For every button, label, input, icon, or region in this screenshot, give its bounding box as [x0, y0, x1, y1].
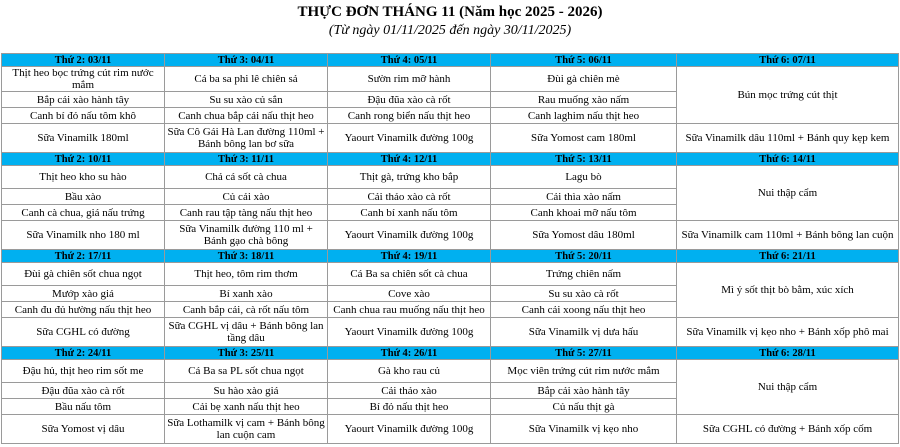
meal-cell-side: Đậu đũa xào cà rốt: [328, 92, 491, 108]
meal-row-snack: [2, 221, 899, 250]
meal-cell-soup: Canh đu đủ hường nấu thịt heo: [2, 302, 165, 318]
meal-cell-side: Đậu đũa xào cà rốt: [2, 383, 165, 399]
meal-cell-main: Thịt heo kho su hào: [2, 166, 165, 189]
meal-cell-snack: Sữa CGHL có đường + Bánh xốp cốm: [677, 415, 899, 444]
meal-row-snack: [2, 318, 899, 347]
meal-cell-main: Thịt heo, tôm rim thơm: [165, 263, 328, 286]
menu-table-body: [2, 54, 899, 444]
meal-cell-soup: Canh rong biển nấu thịt heo: [328, 108, 491, 124]
meal-cell-side: Cải thảo xào cà rốt: [328, 189, 491, 205]
day-header: Thứ 6: 21/11: [677, 250, 899, 263]
menu-table: [1, 53, 899, 444]
meal-cell-snack: Sữa Lothamilk vị cam + Bánh bông lan cuộn cam: [165, 415, 328, 444]
meal-cell-side: Bí xanh xào: [165, 286, 328, 302]
meal-cell-main: Mì ý sốt thịt bò bằm, xúc xích: [677, 263, 899, 318]
meal-cell-main: Cá ba sa phi lê chiên sả: [165, 67, 328, 92]
day-header: Thứ 2: 24/11: [2, 347, 165, 360]
day-header: Thứ 6: 28/11: [677, 347, 899, 360]
meal-cell-snack: Sữa Vinamilk cam 110ml + Bánh bông lan cuộn: [677, 221, 899, 250]
meal-cell-soup: Canh chua bắp cải nấu thịt heo: [165, 108, 328, 124]
meal-cell-main: Nui thập cẩm: [677, 360, 899, 415]
meal-cell-snack: Yaourt Vinamilk đường 100g: [328, 124, 491, 153]
day-header: Thứ 4: 12/11: [328, 153, 491, 166]
week-header-row: [2, 153, 899, 166]
meal-cell-side: Rau muống xào nấm: [491, 92, 677, 108]
meal-row-main: [2, 166, 899, 189]
meal-cell-side: Cải thảo xào: [328, 383, 491, 399]
meal-row-main: [2, 360, 899, 383]
meal-cell-main: Thịt gà, trứng kho bắp: [328, 166, 491, 189]
meal-cell-snack: Sữa Vinamilk nho 180 ml: [2, 221, 165, 250]
meal-cell-snack: Sữa CGHL vị dâu + Bánh bông lan tầng dâu: [165, 318, 328, 347]
meal-cell-soup: Canh cà chua, giá nấu trứng: [2, 205, 165, 221]
meal-cell-snack: Sữa Yomost cam 180ml: [491, 124, 677, 153]
meal-cell-snack: Yaourt Vinamilk đường 100g: [328, 318, 491, 347]
meal-cell-snack: Sữa Cô Gái Hà Lan đường 110ml + Bánh bông lan bơ sữa: [165, 124, 328, 153]
meal-cell-snack: Sữa CGHL có đường: [2, 318, 165, 347]
day-header: Thứ 6: 14/11: [677, 153, 899, 166]
meal-row-main: [2, 67, 899, 92]
page-subtitle: (Từ ngày 01/11/2025 đến ngày 30/11/2025): [328, 23, 572, 38]
meal-cell-soup: Canh rau tập tàng nấu thịt heo: [165, 205, 328, 221]
meal-cell-snack: Sữa Vinamilk vị kẹo nho: [491, 415, 677, 444]
meal-row-main: [2, 263, 899, 286]
meal-cell-soup: Canh laghim nấu thịt heo: [491, 108, 677, 124]
meal-cell-soup: Bầu nấu tôm: [2, 399, 165, 415]
meal-row-snack: [2, 124, 899, 153]
day-header: Thứ 5: 27/11: [491, 347, 677, 360]
meal-cell-main: Cá Ba sa PL sốt chua ngọt: [165, 360, 328, 383]
meal-cell-snack: Sữa Vinamilk 180ml: [2, 124, 165, 153]
day-header: Thứ 4: 05/11: [328, 54, 491, 67]
page-title: THỰC ĐƠN THÁNG 11 (Năm học 2025 - 2026): [297, 4, 603, 20]
meal-cell-soup: Bí đỏ nấu thịt heo: [328, 399, 491, 415]
meal-cell-main: Nui thập cẩm: [677, 166, 899, 221]
day-header: Thứ 2: 03/11: [2, 54, 165, 67]
meal-cell-soup: Canh khoai mỡ nấu tôm: [491, 205, 677, 221]
day-header: Thứ 5: 13/11: [491, 153, 677, 166]
meal-cell-soup: Canh bí xanh nấu tôm: [328, 205, 491, 221]
meal-cell-main: Gà kho rau củ: [328, 360, 491, 383]
meal-cell-main: Cá Ba sa chiên sốt cà chua: [328, 263, 491, 286]
meal-cell-side: Củ cải xào: [165, 189, 328, 205]
week-header-row: [2, 347, 899, 360]
day-header: Thứ 6: 07/11: [677, 54, 899, 67]
meal-cell-side: Su hào xào giá: [165, 383, 328, 399]
meal-cell-snack: Sữa Yomost dâu 180ml: [491, 221, 677, 250]
week-header-row: [2, 54, 899, 67]
day-header: Thứ 3: 18/11: [165, 250, 328, 263]
meal-cell-main: Đùi gà chiên mè: [491, 67, 677, 92]
meal-cell-snack: Sữa Vinamilk đường 110 ml + Bánh gạo chà bông: [165, 221, 328, 250]
meal-cell-side: Cove xào: [328, 286, 491, 302]
meal-cell-soup: Canh bắp cải, cà rốt nấu tôm: [165, 302, 328, 318]
meal-cell-soup: Canh cải xoong nấu thịt heo: [491, 302, 677, 318]
meal-cell-soup: Canh bí đỏ nấu tôm khô: [2, 108, 165, 124]
meal-cell-side: Bắp cải xào hành tây: [491, 383, 677, 399]
meal-cell-side: Bắp cải xào hành tây: [2, 92, 165, 108]
meal-cell-snack: Yaourt Vinamilk đường 100g: [328, 415, 491, 444]
meal-cell-side: Bầu xào: [2, 189, 165, 205]
meal-cell-main: Mọc viên trứng cút rim nước mắm: [491, 360, 677, 383]
meal-cell-main: Trứng chiên nấm: [491, 263, 677, 286]
meal-cell-side: Cải thìa xào nấm: [491, 189, 677, 205]
meal-cell-snack: Sữa Vinamilk vị dưa hấu: [491, 318, 677, 347]
day-header: Thứ 3: 11/11: [165, 153, 328, 166]
day-header: Thứ 5: 20/11: [491, 250, 677, 263]
meal-cell-main: Thịt heo bọc trứng cút rim nước mắm: [2, 67, 165, 92]
day-header: Thứ 4: 26/11: [328, 347, 491, 360]
meal-cell-main: Chả cá sốt cà chua: [165, 166, 328, 189]
week-header-row: [2, 250, 899, 263]
day-header: Thứ 3: 25/11: [165, 347, 328, 360]
day-header: Thứ 5: 06/11: [491, 54, 677, 67]
meal-cell-side: Mướp xào giá: [2, 286, 165, 302]
meal-cell-snack: Sữa Vinamilk dâu 110ml + Bánh quy kẹp kem: [677, 124, 899, 153]
day-header: Thứ 2: 17/11: [2, 250, 165, 263]
meal-cell-main: Đùi gà chiên sốt chua ngọt: [2, 263, 165, 286]
meal-cell-main: Lagu bò: [491, 166, 677, 189]
meal-cell-snack: Sữa Yomost vị dâu: [2, 415, 165, 444]
day-header: Thứ 3: 04/11: [165, 54, 328, 67]
meal-cell-main: Sườn rim mỡ hành: [328, 67, 491, 92]
meal-cell-soup: Canh chua rau muống nấu thịt heo: [328, 302, 491, 318]
day-header: Thứ 4: 19/11: [328, 250, 491, 263]
meal-cell-snack: Yaourt Vinamilk đường 100g: [328, 221, 491, 250]
meal-cell-soup: Cải bẹ xanh nấu thịt heo: [165, 399, 328, 415]
meal-cell-main: Bún mọc trứng cút thịt: [677, 67, 899, 124]
meal-cell-soup: Củ nấu thịt gà: [491, 399, 677, 415]
meal-cell-side: Su su xào củ sắn: [165, 92, 328, 108]
meal-cell-side: Su su xào cà rốt: [491, 286, 677, 302]
meal-cell-main: Đậu hủ, thịt heo rim sốt me: [2, 360, 165, 383]
day-header: Thứ 2: 10/11: [2, 153, 165, 166]
meal-cell-snack: Sữa Vinamilk vị kẹo nho + Bánh xốp phô mai: [677, 318, 899, 347]
meal-row-snack: [2, 415, 899, 444]
